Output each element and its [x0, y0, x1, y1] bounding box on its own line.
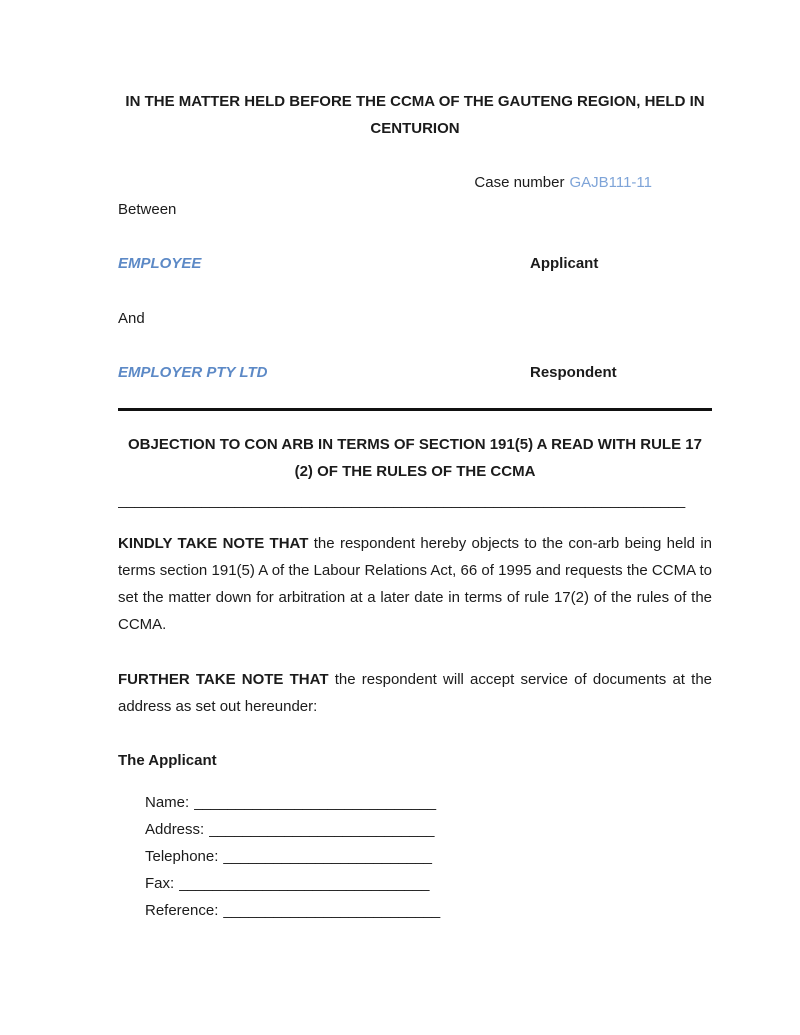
case-number-label: Case number — [474, 174, 565, 191]
respondent-row — [118, 359, 712, 386]
kindly-take-note-body: the respondent hereby objects to the con-arb being held in terms section 191(5) A of the Labour Relations Act, 66 of 1995 and requests the CCMA to set the matter down for arbitration at a later date in terms of rule 17(2) of the rules of the CCMA. — [118, 535, 712, 633]
objection-heading: OBJECTION TO CON ARB IN TERMS OF SECTION 191(5) A READ WITH RULE 17 (2) OF THE RULES OF THE CCMA — [128, 436, 702, 480]
field-label-address: Address: — [145, 821, 205, 838]
field-blank-line: ___________________________ — [209, 821, 435, 838]
field-row-reference — [145, 897, 712, 924]
field-label-fax: Fax: — [145, 875, 175, 892]
field-row-name — [145, 789, 712, 816]
field-row-fax — [145, 870, 712, 897]
kindly-take-note-paragraph — [118, 530, 712, 638]
applicant-name: EMPLOYEE — [118, 255, 202, 272]
case-number-line — [118, 169, 712, 196]
heading-underline: ____________________________________________________________________ — [118, 492, 686, 509]
field-label-telephone: Telephone: — [145, 848, 219, 865]
field-row-address — [145, 816, 712, 843]
field-label-name: Name: — [145, 794, 190, 811]
field-label-reference: Reference: — [145, 902, 219, 919]
between-label: Between — [118, 201, 177, 218]
field-blank-line: ______________________________ — [179, 875, 430, 892]
case-number-value: GAJB111-11 — [569, 174, 652, 191]
further-take-note-lead: FURTHER TAKE NOTE THAT — [118, 671, 329, 688]
respondent-role-label: Respondent — [530, 364, 617, 381]
applicant-role-label: Applicant — [530, 255, 599, 272]
applicant-section-title: The Applicant — [118, 752, 217, 769]
further-take-note-paragraph — [118, 666, 712, 720]
kindly-take-note-lead: KINDLY TAKE NOTE THAT — [118, 535, 309, 552]
field-blank-line: __________________________ — [223, 902, 441, 919]
and-label: And — [118, 310, 145, 327]
further-take-note-body: the respondent will accept service of documents at the address as set out hereunder: — [118, 671, 713, 715]
field-blank-line: _____________________________ — [194, 794, 437, 811]
applicant-fields — [118, 789, 712, 924]
field-row-telephone — [145, 843, 712, 870]
respondent-name: EMPLOYER PTY LTD — [118, 364, 268, 381]
document-title: IN THE MATTER HELD BEFORE THE CCMA OF THE GAUTENG REGION, HELD IN CENTURION — [125, 93, 705, 137]
section-divider-rule — [118, 408, 712, 411]
field-blank-line: _________________________ — [223, 848, 432, 865]
applicant-row — [118, 250, 712, 277]
